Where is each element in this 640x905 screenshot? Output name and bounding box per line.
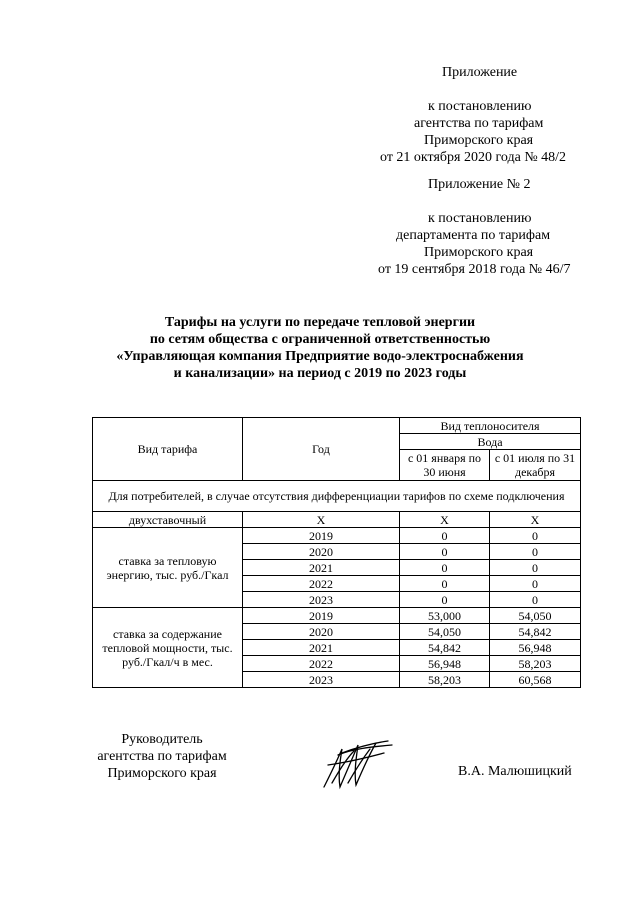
value-cell: 0 — [490, 592, 581, 608]
section-row — [93, 481, 581, 512]
appendix-1-line: от 21 октября 2020 года № 48/2 — [380, 150, 567, 165]
table-row — [93, 528, 581, 544]
year-cell: 2022 — [243, 656, 400, 672]
header-period-2: с 01 июля по 31 декабря — [490, 450, 581, 481]
value-cell: 53,000 — [400, 608, 490, 624]
capacity-rate-label: ставка за содержание тепловой мощности, тыс. руб./Гкал/ч в мес. — [93, 608, 243, 688]
signatory-position — [92, 731, 232, 782]
value-cell: 0 — [400, 560, 490, 576]
value-cell: 60,568 — [490, 672, 581, 688]
appendix-1-line: Приморского края — [424, 133, 534, 148]
value-cell: 0 — [400, 576, 490, 592]
appendix-1-line: к постановлению — [428, 99, 532, 114]
appendix-2-title: Приложение № 2 — [428, 177, 531, 192]
value-cell: 0 — [490, 576, 581, 592]
value-cell: 54,842 — [490, 624, 581, 640]
value-cell: 0 — [490, 560, 581, 576]
section-label: Для потребителей, в случае отсутствия дифференциации тарифов по схеме подключения — [93, 481, 581, 512]
title-line: «Управляющая компания Предприятие водо-электроснабжения — [116, 349, 524, 364]
value-cell: 0 — [490, 544, 581, 560]
value-cell: 56,948 — [490, 640, 581, 656]
appendix-1-title: Приложение — [442, 65, 518, 80]
year-cell: 2023 — [243, 592, 400, 608]
value-cell: 0 — [400, 528, 490, 544]
value-cell: 58,203 — [400, 672, 490, 688]
title-line: Тарифы на услуги по передаче тепловой энергии — [164, 315, 476, 330]
header-appendix-2 — [366, 176, 592, 278]
appendix-1-line: агентства по тарифам — [414, 116, 544, 131]
document-title — [80, 314, 560, 382]
year-cell: 2019 — [243, 608, 400, 624]
header-year: Год — [243, 418, 400, 481]
header-water: Вода — [400, 434, 581, 450]
appendix-2-line: к постановлению — [428, 211, 532, 226]
year-cell: 2019 — [243, 528, 400, 544]
year-cell: 2023 — [243, 672, 400, 688]
two-part-label: двухставочный — [93, 512, 243, 528]
two-part-v2: X — [490, 512, 581, 528]
table-row — [93, 512, 581, 528]
two-part-v1: X — [400, 512, 490, 528]
tariffs-table — [92, 417, 581, 688]
year-cell: 2021 — [243, 640, 400, 656]
position-line: Руководитель — [121, 732, 203, 747]
value-cell: 54,050 — [490, 608, 581, 624]
title-line: по сетям общества с ограниченной ответственностью — [149, 332, 491, 347]
value-cell: 0 — [490, 528, 581, 544]
header-carrier: Вид теплоносителя — [400, 418, 581, 434]
year-cell: 2021 — [243, 560, 400, 576]
position-line: Приморского края — [107, 766, 217, 781]
value-cell: 56,948 — [400, 656, 490, 672]
position-line: агентства по тарифам — [97, 749, 227, 764]
appendix-2-line: департамента по тарифам — [396, 228, 551, 243]
header-tariff-type: Вид тарифа — [93, 418, 243, 481]
value-cell: 54,842 — [400, 640, 490, 656]
handwritten-signature — [318, 735, 398, 795]
appendix-2-line: Приморского края — [424, 245, 534, 260]
signatory-name: В.А. Малюшицкий — [458, 764, 572, 779]
value-cell: 0 — [400, 544, 490, 560]
value-cell: 54,050 — [400, 624, 490, 640]
header-appendix-1 — [372, 64, 592, 166]
table-row — [93, 608, 581, 624]
year-cell: 2020 — [243, 544, 400, 560]
table-header-row — [93, 418, 581, 434]
value-cell: 58,203 — [490, 656, 581, 672]
header-period-1: с 01 января по 30 июня — [400, 450, 490, 481]
appendix-2-line: от 19 сентября 2018 года № 46/7 — [378, 262, 571, 277]
year-cell: 2020 — [243, 624, 400, 640]
title-line: и канализации» на период с 2019 по 2023 годы — [173, 366, 467, 381]
two-part-year: X — [243, 512, 400, 528]
value-cell: 0 — [400, 592, 490, 608]
year-cell: 2022 — [243, 576, 400, 592]
energy-rate-label: ставка за тепловую энергию, тыс. руб./Гкал — [93, 528, 243, 608]
